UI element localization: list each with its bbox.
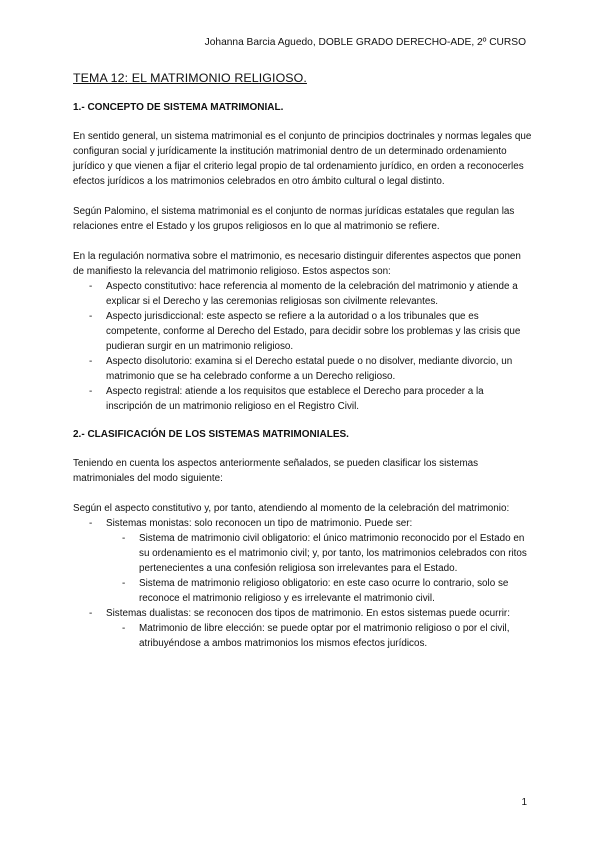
list-item: - Aspecto constitutivo: hace referencia al momento de la celebración del matrimonio y atiende a explicar si el Derecho y las ceremonias religiosas son civilmente relevantes. [73,279,533,309]
section-2-heading: 2.- CLASIFICACIÓN DE LOS SISTEMAS MATRIMONIALES. [73,429,349,440]
paragraph: En la regulación normativa sobre el matrimonio, es necesario distinguir diferentes aspectos que ponen de manifiesto la relevancia del matrimonio religioso. Estos aspectos son: [73,251,521,277]
page-header: Johanna Barcia Aguedo, DOBLE GRADO DERECHO-ADE, 2º CURSO [204,37,526,48]
sub-list-item: - Sistema de matrimonio religioso obligatorio: en este caso ocurre lo contrario, solo se reconoce el matrimonio religioso y es irrelevante el matrimonio civil. [106,576,533,606]
list-item [73,606,533,651]
document-title: TEMA 12: EL MATRIMONIO RELIGIOSO. [73,71,307,85]
list-item: - Aspecto jurisdiccional: este aspecto se refiere a la autoridad o a los tribunales que es competente, conforme al Derecho del Estado, para decidir sobre los problemas y las crisis que pudieran surgir en un matrimonio religioso. [73,309,533,354]
classification-list [73,516,533,651]
paragraph: Teniendo en cuenta los aspectos anteriormente señalados, se pueden clasificar los sistemas matrimoniales del modo siguiente: [73,458,479,484]
list-item: - Aspecto disolutorio: examina si el Derecho estatal puede o no disolver, mediante divorcio, un matrimonio que se ha celebrado conforme a un Derecho religioso. [73,354,533,384]
list-item: - Aspecto registral: atiende a los requisitos que establece el Derecho para proceder a la inscripción de un matrimonio religioso en el Registro Civil. [73,384,533,414]
monistas-sublist [106,531,533,606]
list-item-text: Sistemas dualistas: se reconocen dos tipos de matrimonio. En estos sistemas puede ocurrir: [106,608,510,619]
list-item-text: Sistemas monistas: solo reconocen un tipo de matrimonio. Puede ser: [106,518,413,529]
section-1-heading: 1.- CONCEPTO DE SISTEMA MATRIMONIAL. [73,102,284,113]
paragraph: Según Palomino, el sistema matrimonial es el conjunto de normas jurídicas estatales que regulan las relaciones entre el Estado y los grupos religiosos en lo que al matrimonio se refiere. [73,206,515,232]
paragraph: En sentido general, un sistema matrimonial es el conjunto de principios doctrinales y normas legales que configuran social y jurídicamente la institución matrimonial dentro de un determinado ordenamiento jurídico y que vienen a fijar el criterio legal propio de tal ordenamiento jurídico, en orden a reconocerles efectos jurídicos a los matrimonios celebrados en otro ámbito cultural o legal distinto. [73,131,532,187]
sub-list-item: - Sistema de matrimonio civil obligatorio: el único matrimonio reconocido por el Estado en su ordenamiento es el matrimonio civil; y, por tanto, los matrimonios celebrados con ritos pertenecientes a una confesión religiosa son irrelevantes para el Estado. [106,531,533,576]
document-body [73,70,533,664]
paragraph: Según el aspecto constitutivo y, por tanto, atendiendo al momento de la celebración del matrimonio: [73,503,510,514]
page-number: 1 [521,797,527,808]
aspects-list [73,279,533,414]
dualistas-sublist [106,621,533,651]
sub-list-item: - Matrimonio de libre elección: se puede optar por el matrimonio religioso o por el civil, atribuyéndose a ambos matrimonios los mismos efectos jurídicos. [106,621,533,651]
list-item [73,516,533,606]
